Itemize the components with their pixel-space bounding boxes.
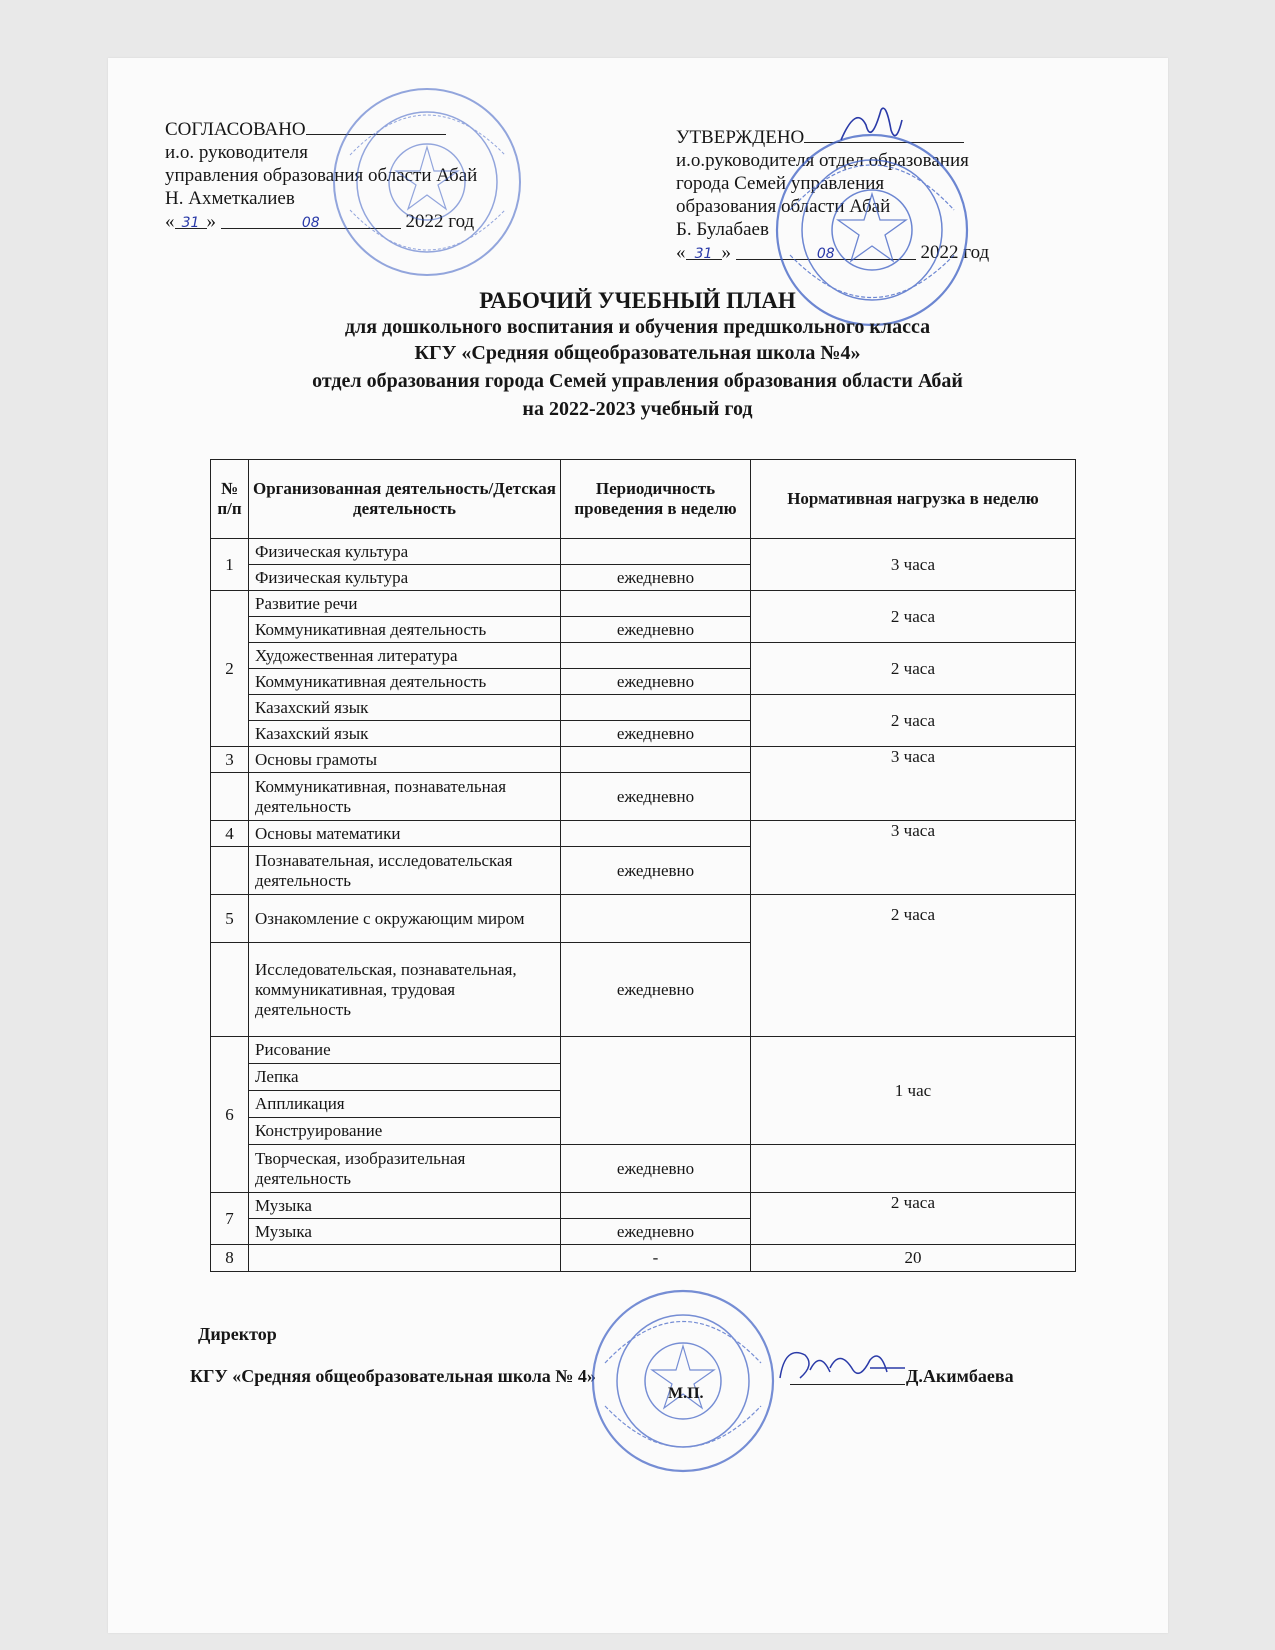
date-year-left: 2022 год	[405, 211, 475, 232]
table-row: 6 Рисование 1 час	[211, 1037, 1076, 1064]
date-month-right: 08	[816, 246, 835, 262]
plan-subtitle-3: отдел образования города Семей управления образования области Абай	[312, 370, 963, 392]
plan-subtitle-2: КГУ «Средняя общеобразовательная школа №4»	[414, 342, 861, 364]
table-header-row	[211, 460, 1076, 539]
approval-title-right: УТВЕРЖДЕНО	[676, 127, 805, 148]
table-row: 5 Ознакомление с окружающим миром 2 часа	[211, 895, 1076, 943]
table-row: 4 Основы математики 3 часа	[211, 821, 1076, 847]
director-label: Директор	[198, 1324, 277, 1344]
table-row: Аппликация	[211, 1091, 1076, 1118]
table-row: Коммуникативная деятельность ежедневно	[211, 617, 1076, 643]
approval-org-right-2: образования области Абай	[676, 196, 891, 217]
plan-table	[210, 459, 1076, 1272]
table-row: 1 Физическая культура 3 часа	[211, 539, 1076, 565]
table-row: Художественная литература 2 часа	[211, 643, 1076, 669]
school-name: КГУ «Средняя общеобразовательная школа № 4»	[190, 1366, 596, 1386]
table-row: Лепка	[211, 1064, 1076, 1091]
table-row: Исследовательская, познавательная, коммуникативная, трудовая деятельность ежедневно	[211, 943, 1076, 1037]
plan-title: РАБОЧИЙ УЧЕБНЫЙ ПЛАН	[479, 288, 796, 313]
round-seal-icon	[330, 85, 525, 280]
approval-title-left: СОГЛАСОВАНО	[165, 119, 306, 140]
table-row: Коммуникативная деятельность ежедневно	[211, 669, 1076, 695]
table-row: 3 Основы грамоты 3 часа	[211, 747, 1076, 773]
table-row: Творческая, изобразительная деятельность ежедневно	[211, 1145, 1076, 1193]
signature-icon	[775, 1340, 915, 1390]
plan-subtitle-4: на 2022-2023 учебный год	[522, 398, 753, 420]
table-row: Казахский язык ежедневно	[211, 721, 1076, 747]
table-row: Познавательная, исследовательская деятельность ежедневно	[211, 847, 1076, 895]
header-period: Периодичность проведения в неделю	[561, 460, 751, 539]
date-month-left: 08	[301, 215, 320, 231]
approval-date-left: « 31 » 08 2022 год	[165, 211, 475, 232]
date-year-right: 2022 год	[920, 242, 990, 263]
header-num: № п/п	[211, 460, 249, 539]
approval-position-left: и.о. руководителя	[165, 142, 309, 163]
table-row: 8 - 20	[211, 1245, 1076, 1272]
plan-subtitle-1: для дошкольного воспитания и обучения предшкольного класса	[344, 316, 931, 338]
table-row: Физическая культура ежедневно	[211, 565, 1076, 591]
director-name: Д.Акимбаева	[906, 1366, 1014, 1386]
date-day-right: 31	[694, 246, 713, 262]
approval-date-right: « 31 » 08 2022 год	[676, 242, 990, 263]
header-activity: Организованная деятельность/Детская деятельность	[249, 460, 561, 539]
header-load: Нормативная нагрузка в неделю	[751, 460, 1076, 539]
date-day-left: 31	[181, 215, 200, 231]
stamp-label: М.П.	[668, 1385, 704, 1402]
round-seal-icon	[590, 1288, 776, 1474]
table-row: 2 Развитие речи 2 часа	[211, 591, 1076, 617]
table-row: Конструирование	[211, 1118, 1076, 1145]
approval-org-left: управления образования области Абай	[165, 165, 478, 186]
table-row: 7 Музыка 2 часа	[211, 1193, 1076, 1219]
approval-position-right: и.о.руководителя отдел образования	[676, 150, 969, 171]
table-row: Музыка ежедневно	[211, 1219, 1076, 1245]
signature-icon	[836, 100, 906, 150]
table-row: Казахский язык 2 часа	[211, 695, 1076, 721]
approval-org-right-1: города Семей управления	[676, 173, 885, 194]
approval-name-right: Б. Булабаев	[676, 219, 769, 240]
approval-name-left: Н. Ахметкалиев	[165, 188, 295, 209]
table-row: Коммуникативная, познавательная деятельность ежедневно	[211, 773, 1076, 821]
